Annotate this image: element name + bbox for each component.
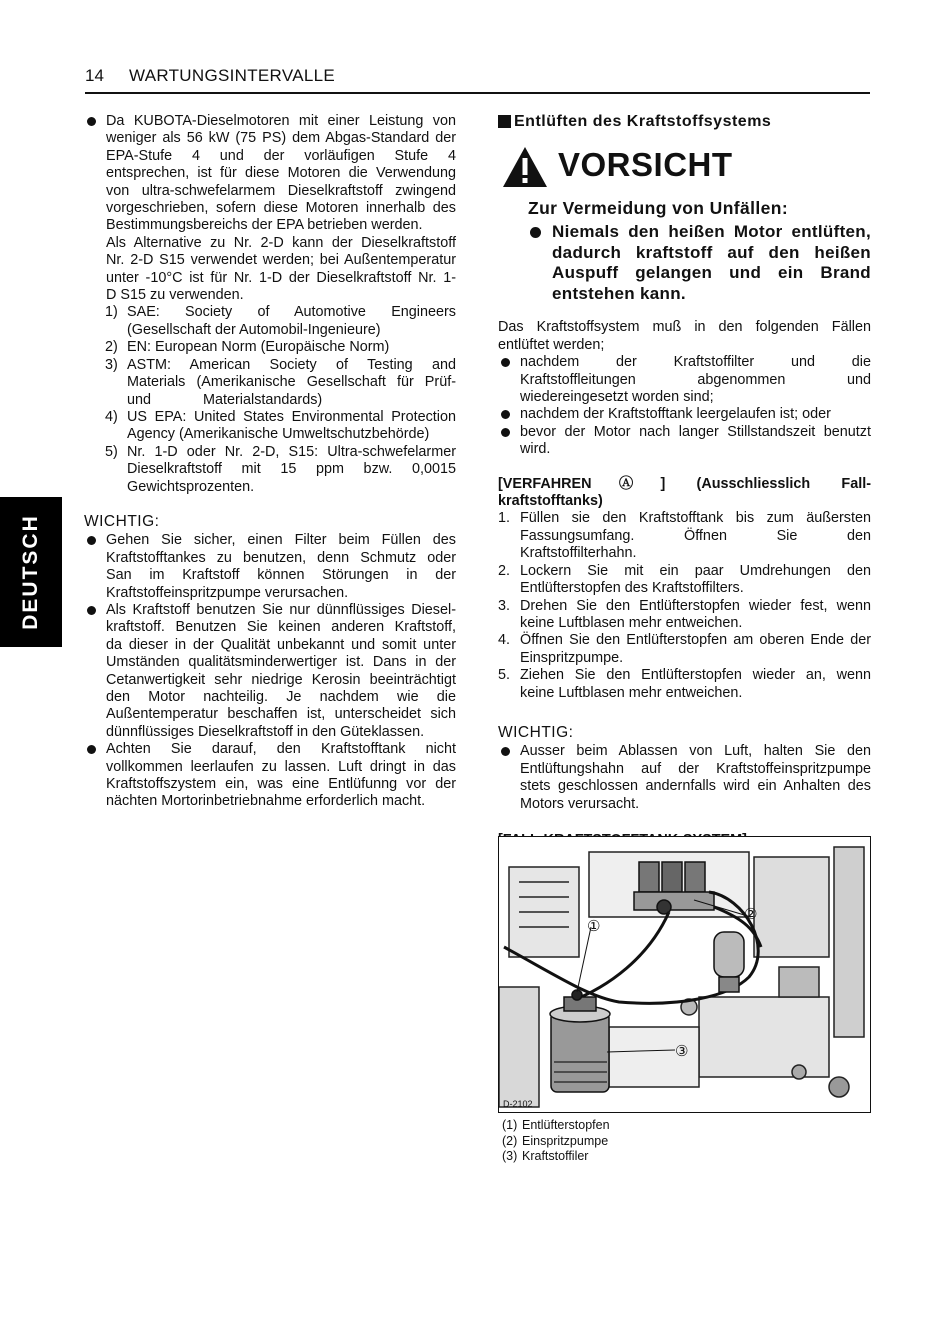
list-item xyxy=(498,424,871,459)
language-tab-label: DEUTSCH xyxy=(19,514,42,630)
step-number: 1. xyxy=(498,510,511,527)
caption-number: (2) xyxy=(502,1133,518,1148)
text-line: Materials (Amerikanische Gesellschaft für Prüf- xyxy=(127,374,456,391)
caption-item xyxy=(502,1149,610,1165)
text-line: Gewichtsprozenten. xyxy=(127,478,255,495)
text-line: unter -10°C ist für Nr. 1-D der Dieselkraftstoff Nr. 1- xyxy=(106,269,456,286)
caption-number: (1) xyxy=(502,1118,518,1132)
procedure-step xyxy=(498,563,871,598)
text-line: [VERFAHRENⒶ] (Ausschliesslich Fall- xyxy=(498,475,871,492)
footnote-number: 1) xyxy=(105,304,118,321)
step-number: 3. xyxy=(498,597,511,614)
text-line: Entlüftungshahn auf der Kraftstoffeinspritzpumpe xyxy=(520,760,871,777)
caption-item xyxy=(502,1118,610,1134)
engine-illustration xyxy=(499,837,870,1112)
text-line: von ultra-schwefelarmem Dieselkraftstoff zwingend xyxy=(106,182,456,199)
step-number: 2. xyxy=(498,562,511,579)
text-line: Achten Sie darauf, den Kraftstofftank nicht xyxy=(106,741,456,758)
text-line: D S15 zu verwenden. xyxy=(106,287,244,304)
language-tab xyxy=(0,497,62,647)
right-column xyxy=(498,113,871,849)
figure-captions xyxy=(502,1118,610,1165)
section-title: Entlüften des Kraftstoffsystems xyxy=(514,113,772,130)
caption-number: (3) xyxy=(502,1149,518,1163)
text-line: Dieselkraftstoff mit 15 ppm bzw. 0,0015 xyxy=(127,461,456,478)
list-item xyxy=(84,741,456,811)
text-line: Ziehen Sie den Entlüfterstopfen wieder an, wenn xyxy=(520,667,871,684)
text-line: wiedereingesetzt worden sind; xyxy=(520,389,714,406)
list-item xyxy=(84,602,456,741)
footnote-number: 5) xyxy=(105,443,118,460)
footnote-item xyxy=(84,339,456,356)
caption-item xyxy=(502,1134,610,1150)
text-line: da dieser in der Qualität unbekannt und somit unter xyxy=(106,636,456,653)
text-line: Lockern Sie mit ein paar Umdrehungen den xyxy=(520,562,871,579)
text-line: Einspritzpumpe. xyxy=(520,649,624,666)
text-line: SAE: Society of Automotive Engineers xyxy=(127,304,456,321)
figure-code: D-2102 xyxy=(503,1099,533,1109)
footnote-item xyxy=(84,409,456,444)
callout-1: ① xyxy=(587,917,601,935)
wichtig-heading: WICHTIG: xyxy=(84,512,160,530)
text-line: Ausser beim Ablassen von Luft, halten Sie den xyxy=(520,743,871,760)
text-line: kraftstofftanks) xyxy=(498,493,603,510)
text-line: Außentemperatur beschaffen ist, unterscheidet sich xyxy=(106,706,456,723)
text-line: keine Luftblasen mehr entweichen. xyxy=(520,614,743,631)
text-line: weniger als 56 kW (75 PS) dem Abgas-Standard der xyxy=(106,130,456,147)
text-line: Fassungsumfang. Öffnen Sie den xyxy=(520,527,871,544)
list-item xyxy=(498,354,871,406)
text-line: und Materialstandards) xyxy=(127,391,323,408)
text-line: Agency (Amerikanische Umweltschutzbehörde) xyxy=(127,426,430,443)
text-line: nachdem der Kraftstofftank leergelaufen ist; oder xyxy=(520,406,831,423)
callout-3: ③ xyxy=(675,1042,689,1060)
text-line: nachdem der Kraftstoffilter und die xyxy=(520,354,871,371)
text-line: US EPA: United States Environmental Protection xyxy=(127,408,456,425)
footnote-number: 2) xyxy=(105,339,118,356)
text-line: Kraftstoffeinspritzpumpe verursachen. xyxy=(106,584,349,601)
text-line: vollkommen leerlaufen zu lassen. Luft dringt in das xyxy=(106,758,456,775)
text-line: bevor der Motor nach langer Stillstandszeit benutzt xyxy=(520,423,871,440)
text-line: Motors verursacht. xyxy=(520,795,640,812)
bullet-icon xyxy=(530,227,541,238)
square-bullet-icon xyxy=(498,115,511,128)
procedure-step xyxy=(498,510,871,562)
warning-word: VORSICHT xyxy=(558,146,733,184)
text-line: Füllen sie den Kraftstofftank bis zum äußersten xyxy=(520,510,871,527)
text-line: stets geschlossen andernfalls wird ein Anhalten des xyxy=(520,778,871,795)
text-line: Kraftstoffilterhahn. xyxy=(520,545,637,562)
text-line: Kraftstoffleitungen abgenommen und xyxy=(520,371,871,388)
footnote-item xyxy=(84,444,456,496)
text-line: Das Kraftstoffsystem muß in den folgenden Fällen xyxy=(498,319,871,336)
page-number: 14 xyxy=(85,66,104,85)
text-line: EN: European Norm (Europäische Norm) xyxy=(127,339,390,356)
list-item xyxy=(84,532,456,602)
footnote-item xyxy=(84,304,456,339)
text-line: Als Kraftstoff benutzen Sie nur dünnflüssiges Diesel- xyxy=(106,601,456,618)
text-line: keine Luftblasen mehr entweichen. xyxy=(520,684,743,701)
text-line: (Gesellschaft der Automobil-Ingenieure) xyxy=(127,321,381,338)
text-line: Nr. 1-D oder Nr. 2-D, S15: Ultra-schwefelarmer xyxy=(127,443,456,460)
left-column xyxy=(84,113,456,811)
footnote-item xyxy=(84,357,456,409)
text-line: Da KUBOTA-Dieselmotoren mit einer Leistung von xyxy=(106,113,456,129)
step-number: 4. xyxy=(498,632,511,649)
text-line: EPA-Stufe 4 und der vorläufigen Stufe 4 xyxy=(106,147,456,164)
text-line: den Motor nachteilig. Je nachdem wie die xyxy=(106,689,456,705)
text-line: entstehen kann. xyxy=(552,283,686,303)
caption-text: Einspritzpumpe xyxy=(522,1133,609,1148)
text-line: Auspuff gelangen und ein Brand xyxy=(552,263,871,283)
page-title: WARTUNGSINTERVALLE xyxy=(129,66,335,85)
wichtig-heading: WICHTIG: xyxy=(498,723,574,741)
text-line: Bestimmungsbereichs der EPA betrieben werden. xyxy=(106,217,423,234)
list-item xyxy=(498,406,871,423)
text-line: Als Alternative zu Nr. 2-D kann der Dieselkraftstoff xyxy=(106,234,456,251)
text-line: entlüftet werden; xyxy=(498,336,605,353)
text-line: kraftstoff. Benutzen Sie keinen anderen Kraftstoff, xyxy=(106,619,456,636)
warning-triangle-icon xyxy=(502,146,548,188)
text-line: Kraftstoffszystem ein, was eine Entlüfunng vor der xyxy=(106,776,456,793)
page-header xyxy=(85,66,870,94)
text-line: Gehen Sie sicher, einen Filter beim Füllen des xyxy=(106,532,456,549)
footnote-number: 3) xyxy=(105,356,118,373)
warning-box xyxy=(498,144,871,319)
procedure-step xyxy=(498,632,871,667)
procedure-heading xyxy=(498,476,871,511)
text-line: dünnflüssiges Dieselkraftstoff in den Güteklassen. xyxy=(106,723,425,740)
text-line: San im Kraftstoff können Störungen in der xyxy=(106,567,456,584)
text-line: dadurch kraftstoff auf den heißen xyxy=(552,242,871,262)
text-line: Niemals den heißen Motor entlüften, xyxy=(552,222,871,242)
text-line: Nr. 2-D S15 verwendet werden; bei Außentemperatur xyxy=(106,252,456,269)
procedure-step xyxy=(498,667,871,702)
text-line: Cetanwertigkeit sehr niedrige Kerosin beeinträchtigt xyxy=(106,671,456,688)
procedure-step xyxy=(498,598,871,633)
caption-text: Kraftstoffiler xyxy=(522,1149,589,1163)
list-item xyxy=(84,113,456,304)
text-line: Umständen qualitätsminderwertiger ist. Dans in der xyxy=(106,654,456,671)
fuel-system-figure xyxy=(498,836,871,1113)
text-line: Öffnen Sie den Entlüfterstopfen am oberen Ende der xyxy=(520,632,871,649)
warning-intro: Zur Vermeidung von Unfällen: xyxy=(528,198,789,219)
step-number: 5. xyxy=(498,667,511,684)
section-heading xyxy=(498,113,871,130)
text-line: Drehen Sie den Entlüfterstopfen wieder fest, wenn xyxy=(520,597,871,614)
caption-text: Entlüfterstopfen xyxy=(522,1118,610,1132)
text-line: ASTM: American Society of Testing and xyxy=(127,356,456,373)
callout-2: ② xyxy=(744,905,758,923)
text-line: Kraftstofftankes zu benutzen, denn Schmutz oder xyxy=(106,549,456,566)
text-line: vorgeschrieben, sofern diese Motoren innerhalb des xyxy=(106,200,456,217)
text-line: entsprechen, ist für diese Motoren die Verwendung xyxy=(106,165,456,182)
text-line: nächten Mortorinbetriebnahme erforderlich macht. xyxy=(106,793,426,810)
text-line: wird. xyxy=(520,441,551,458)
footnote-number: 4) xyxy=(105,408,118,425)
intro-paragraph xyxy=(498,319,871,354)
text-line: Entlüfterstopfen des Kraftstoffilters. xyxy=(520,580,744,597)
list-item xyxy=(498,743,871,813)
warning-item xyxy=(530,222,871,304)
